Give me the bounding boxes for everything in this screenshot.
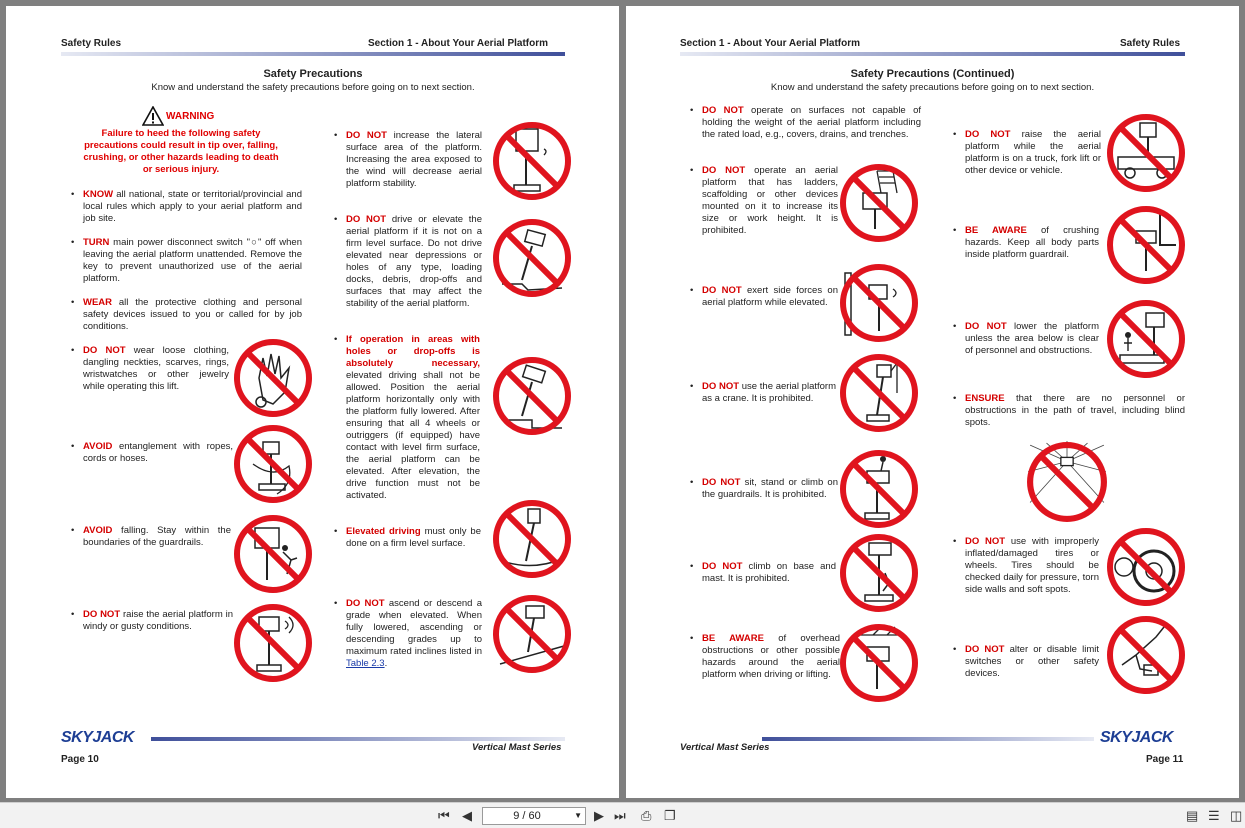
header-rule xyxy=(61,52,565,56)
running-header-right: Safety Rules xyxy=(1120,38,1181,49)
list-item: • DO NOT drive or elevate the aerial platform if it is not on a firm level surface. Do not drive elevated near depressions or holes of any type, loading docks, debris, drop-offs and surfaces that may affect the stability of the aerial platform. xyxy=(334,214,483,309)
prohibited-entanglement-icon xyxy=(233,424,313,504)
prohibited-jewelry-icon xyxy=(233,338,313,418)
running-header-left: Section 1 - About Your Aerial Platform xyxy=(680,38,861,49)
page-title: Safety Precautions (Continued) xyxy=(850,68,1015,80)
list-item: • DO NOT alter or disable limit switches or other safety devices. xyxy=(953,644,1099,679)
print-icon[interactable]: ⎙ xyxy=(641,808,652,823)
list-item: • DO NOT use with improperly inflated/damaged tires or wheels. Tires should be checked daily for pressure, torn side walls and soft spots. xyxy=(953,536,1099,595)
warning-text: Failure to heed the following safety precautions could result in tip over, falling, crushing, or other hazards leading to death or serious injury. xyxy=(83,128,279,175)
table-link[interactable]: Table 2.3 xyxy=(346,658,385,669)
previous-page-icon[interactable]: ◀ xyxy=(462,808,472,823)
viewer-toolbar xyxy=(0,802,1245,828)
page-subtitle: Know and understand the safety precautions before going on to next section. xyxy=(770,82,1095,93)
prohibited-grade-icon xyxy=(492,594,572,674)
skyjack-logo: SKYJACK xyxy=(1100,729,1173,746)
prohibited-sign-panel-icon xyxy=(492,121,572,201)
last-page-icon[interactable]: ⏭ xyxy=(614,808,626,823)
copy-icon[interactable]: ❐ xyxy=(664,808,676,823)
prohibited-lower-personnel-icon xyxy=(1106,299,1186,379)
list-item: • DO NOT sit, stand or climb on the guardrails. It is prohibited. xyxy=(690,477,838,500)
list-item: • Elevated driving must only be done on a firm level surface. xyxy=(334,526,482,549)
list-item: • WEAR all the protective clothing and personal safety devices issued to you or called for by job conditions. xyxy=(71,297,302,332)
prohibited-falling-icon xyxy=(233,514,313,594)
footer-rule xyxy=(762,737,1094,741)
list-item: • TURN main power disconnect switch "○" off when leaving the aerial platform unattended. Remove the key to prevent unauthorized use of the aerial platform. xyxy=(71,237,302,284)
single-page-view-icon[interactable]: ▤ xyxy=(1186,808,1199,823)
prohibited-crushing-icon xyxy=(1106,205,1186,285)
next-page-icon[interactable]: ▶ xyxy=(594,808,604,823)
prohibited-drop-off-icon xyxy=(492,356,572,436)
page-title: Safety Precautions xyxy=(263,68,363,80)
warning-triangle-icon xyxy=(142,106,164,126)
prohibited-damaged-tire-icon xyxy=(1106,527,1186,607)
chevron-down-icon: ▼ xyxy=(574,811,582,820)
list-item: • DO NOT climb on base and mast. It is prohibited. xyxy=(690,561,836,584)
prohibited-overhead-icon xyxy=(839,623,919,703)
page-number: Page 10 xyxy=(61,754,99,765)
prohibited-truck-icon xyxy=(1106,113,1186,193)
list-item: • DO NOT operate on surfaces not capable of holding the weight of the aerial platform including the rated load, e.g., covers, drains, and trenches. xyxy=(690,105,922,140)
skyjack-logo: SKYJACK xyxy=(61,729,134,746)
list-item: • BE AWARE of crushing hazards. Keep all body parts inside platform guardrail. xyxy=(953,225,1099,260)
list-item: • AVOID falling. Stay within the boundaries of the guardrails. xyxy=(71,525,231,548)
prohibited-ladder-icon xyxy=(839,163,919,243)
page-selector[interactable] xyxy=(482,807,586,825)
first-page-icon[interactable]: ⏮ xyxy=(438,808,450,823)
list-item: • DO NOT operate an aerial platform that has ladders, scaffolding or other devices mounted on it to increase its size or work height. It is prohibited. xyxy=(690,165,838,236)
list-item: • DO NOT raise the aerial platform in windy or gusty conditions. xyxy=(71,609,233,632)
prohibited-climb-guardrail-icon xyxy=(839,449,919,529)
list-item: • DO NOT ascend or descend a grade when elevated. When fully lowered, ascending or descending grades up to maximum rated inclines listed in Table 2.3. xyxy=(334,598,482,669)
prohibited-side-force-icon xyxy=(839,263,919,343)
warning-label: WARNING xyxy=(166,111,215,122)
running-header-left: Safety Rules xyxy=(61,38,122,49)
list-item: • BE AWARE of overhead obstructions or other possible hazards around the aerial platform when driving or lifting. xyxy=(690,633,840,680)
list-item: • DO NOT raise the aerial platform while the aerial platform is on a truck, fork lift or other device or vehicle. xyxy=(953,129,1101,176)
prohibited-climb-mast-icon xyxy=(839,533,919,613)
list-item: • AVOID entanglement with ropes, cords or hoses. xyxy=(71,441,233,464)
list-item: • DO NOT use the aerial platform as a crane. It is prohibited. xyxy=(690,381,836,404)
two-page-view-icon[interactable]: ◫ xyxy=(1230,808,1243,823)
page-subtitle: Know and understand the safety precautions before going on to next section. xyxy=(151,82,475,93)
list-item: • If operation in areas with holes or drop-offs is absolutely necessary, elevated driving shall not be allowed. Position the aerial platform horizontally only with the platform fully lowered. After ensuring that all 4 wheels or outriggers (if equipped) have contact with level firm surface, the aerial platform can be elevated. After elevation, the drive function must not be activated. xyxy=(334,334,480,501)
prohibited-elevated-driving-icon xyxy=(492,499,572,579)
prohibited-crane-icon xyxy=(839,353,919,433)
left-page xyxy=(6,6,619,798)
list-item: • ENSURE that there are no personnel or obstructions in the path of travel, including blind spots. xyxy=(953,393,1185,428)
running-header-right: Section 1 - About Your Aerial Platform xyxy=(368,38,549,49)
series-name: Vertical Mast Series xyxy=(472,742,562,753)
page-number: Page 11 xyxy=(1146,754,1184,765)
continuous-view-icon[interactable]: ☰ xyxy=(1208,808,1220,823)
footer-rule xyxy=(151,737,565,741)
prohibited-blind-spot-icon xyxy=(1026,441,1108,523)
right-page xyxy=(626,6,1239,798)
prohibited-wind-icon xyxy=(233,603,313,683)
list-item: • DO NOT increase the lateral surface area of the platform. Increasing the area exposed to the wind will decrease aerial platform stability. xyxy=(334,130,482,189)
series-name: Vertical Mast Series xyxy=(680,742,770,753)
list-item: • DO NOT wear loose clothing, dangling neckties, scarves, rings, wristwatches or other jewelry while operating this lift. xyxy=(71,345,229,392)
list-item: • KNOW all national, state or territorial/provincial and local rules which apply to your aerial platform and job site. xyxy=(71,189,302,224)
header-rule xyxy=(680,52,1185,56)
list-item: • DO NOT lower the platform unless the area below is clear of personnel and obstructions. xyxy=(953,321,1099,356)
page-indicator: 9 / 60 xyxy=(513,810,541,822)
prohibited-limit-switch-icon xyxy=(1106,615,1186,695)
list-item: • DO NOT exert side forces on aerial platform while elevated. xyxy=(690,285,838,308)
prohibited-uneven-surface-icon xyxy=(492,218,572,298)
